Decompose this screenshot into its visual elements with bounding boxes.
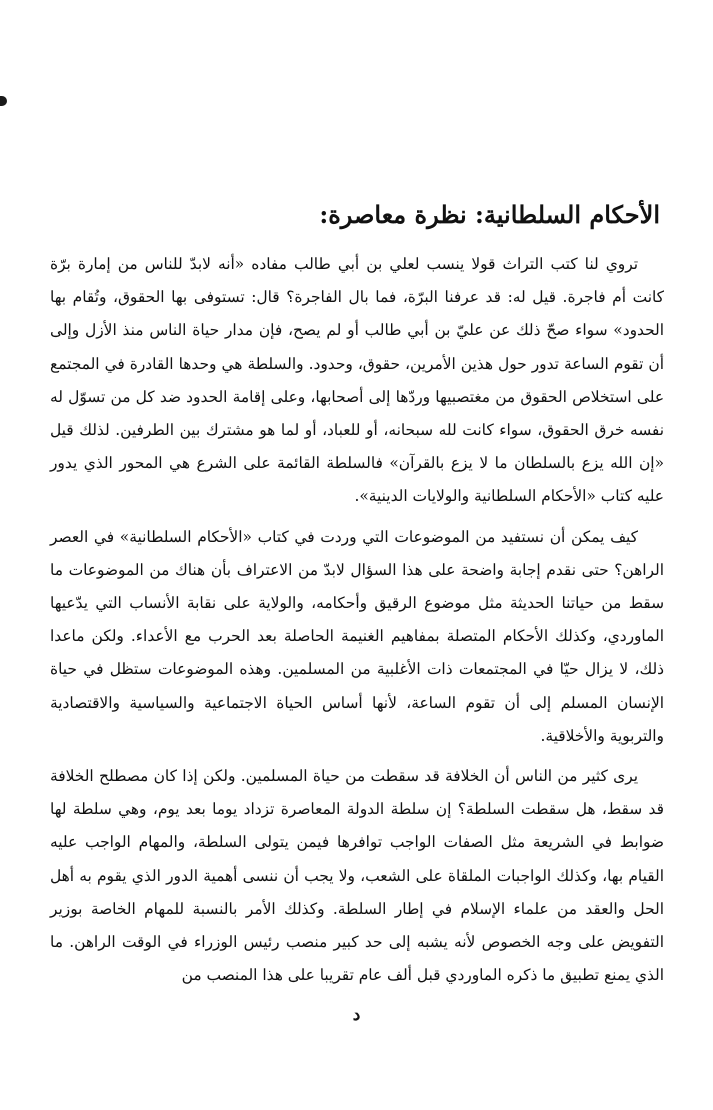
page-edge-mark [0,96,7,106]
document-page [50,190,664,999]
paragraph-3: يرى كثير من الناس أن الخلافة قد سقطت من حياة المسلمين. ولكن إذا كان مصطلح الخلافة قد سقط، هل سقطت السلطة؟ إن سلطة الدولة المعاصرة تزداد يوما بعد يوم، وهي سلطة لها ضوابط في الشريعة مثل الصفات الواجب توافرها فيمن يتولى السلطة، والمهام الواجب عليه القيام بها، وكذلك الواجبات الملقاة على الشعب، ولا يجب أن ننسى أهمية الدور الذي يقوم به أهل الحل والعقد من علماء الإسلام في إطار السلطة. وكذلك الأمر بالنسبة للمهام الخاصة بوزير التفويض على وجه الخصوص لأنه يشبه إلى حد كبير منصب رئيس الوزراء في الوقت الراهن. ما الذي يمنع تطبيق ما ذكره الماوردي قبل ألف عام تقريبا على هذا المنصب من [50,767,664,985]
section-heading: الأحكام السلطانية: نظرة معاصرة: [319,200,660,229]
paragraph-2: كيف يمكن أن نستفيد من الموضوعات التي وردت في كتاب «الأحكام السلطانية» في العصر الراهن؟ حتى نقدم إجابة واضحة على هذا السؤال لابدّ من الاعتراف بأن هناك من الموضوعات ما سقط من حياتنا الحديثة مثل موضوع الرقيق وأحكامه، والولاية على نقابة الأنساب التي يدّعيها الماوردي، وكذلك الأحكام المتصلة بمفاهيم الغنيمة الحاصلة بعد الحرب مع الأعداء. ولكن ماعدا ذلك، لا يزال حيّا في المجتمعات ذات الأغلبية من المسلمين. وهذه الموضوعات ستظل في حياة الإنسان المسلم إلى أن تقوم الساعة، لأنها أساس الحياة الاجتماعية والسياسية والاقتصادية والتربوية والأخلاقية. [50,527,664,745]
page-number: د [352,1005,361,1025]
paragraph-1: تروي لنا كتب التراث قولا ينسب لعلي بن أبي طالب مفاده «أنه لابدّ للناس من إمارة برّة كانت أم فاجرة. قيل له: قد عرفنا البرّة، فما بال الفاجرة؟ قال: تستوفى بها الحقوق، وتُقام بها الحدود» سواء صحّ ذلك عن عليّ بن أبي طالب أو لم يصح، فإن مدار حياة الناس منذ الأزل وإلى أن تقوم الساعة تدور حول هذين الأمرين، حقوق، وحدود. والسلطة هي وحدها القادرة في المجتمع على استخلاص الحقوق من مغتصبيها وردّها إلى أصحابها، وعلى إقامة الحدود ضد كل من تسوّل له نفسه خرق الحقوق، سواء كانت لله سبحانه، أو للعباد، أو لما هو مشترك بين الطرفين. لذلك قيل «إن الله يزع بالسلطان ما لا يزع بالقرآن» فالسلطة القائمة على الشرع هي المحور الذي يدور عليه كتاب «الأحكام السلطانية والولايات الدينية». [50,255,664,506]
